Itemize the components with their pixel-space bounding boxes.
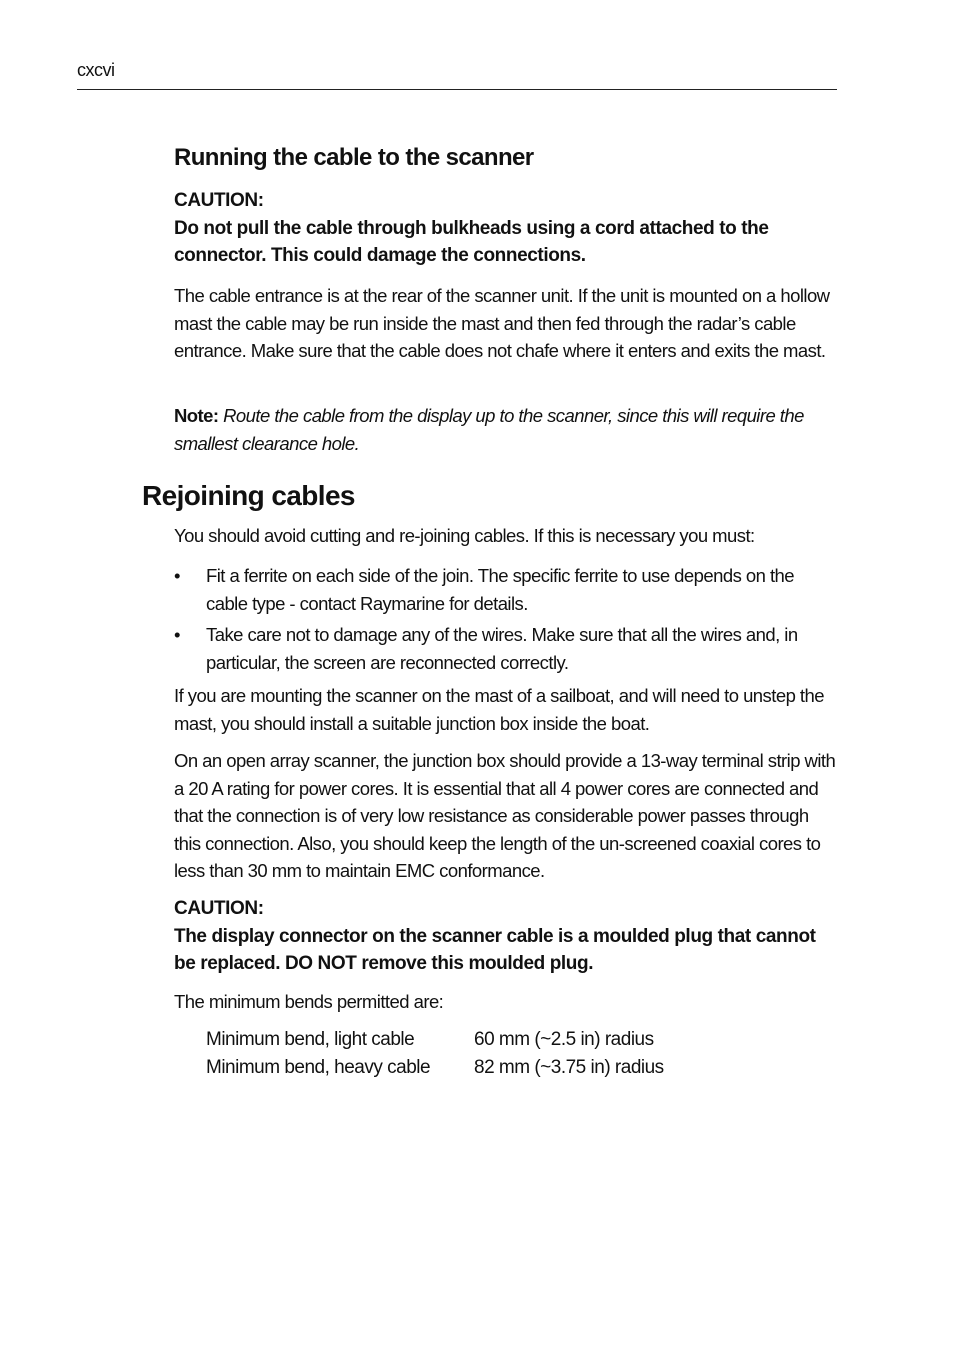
bends-row [206, 1054, 726, 1082]
bullet-icon: • [174, 624, 180, 645]
section-heading-running-cable: Running the cable to the scanner [174, 144, 534, 171]
caution-block-running [174, 187, 838, 270]
paragraph-rejoining-intro: You should avoid cutting and re-joining cables. If this is necessary you must: [174, 525, 755, 546]
bend-label: Minimum bend, light cable [206, 1029, 415, 1050]
note-text: Route the cable from the display up to the scanner, since this will require the smallest clearance hole. [174, 405, 804, 454]
paragraph-cable-entrance: The cable entrance is at the rear of the scanner unit. If the unit is mounted on a hollow mast the cable may be run inside the mast and then fed through the radar’s cable entrance. Make sure that the cable does not chafe where it enters and exits the mast. [174, 285, 830, 361]
list-item-text: Take care not to damage any of the wires. Make sure that all the wires and, in particular, the screen are reconnected correctly. [206, 624, 798, 673]
page-number: cxcvi [77, 60, 115, 80]
bend-value: 60 mm (~2.5 in) radius [474, 1029, 654, 1050]
bend-value: 82 mm (~3.75 in) radius [474, 1057, 664, 1078]
caution-label: CAUTION: [174, 898, 264, 919]
list-item-text: Fit a ferrite on each side of the join. The specific ferrite to use depends on the cable type - contact Raymarine for details. [206, 565, 795, 614]
page-header [77, 58, 837, 90]
section-heading-rejoining-cables: Rejoining cables [142, 480, 355, 511]
bends-table [206, 1026, 726, 1082]
paragraph-bends-intro: The minimum bends permitted are: [174, 991, 444, 1012]
bend-label: Minimum bend, heavy cable [206, 1057, 431, 1078]
paragraph-open-array: On an open array scanner, the junction box should provide a 13-way terminal strip with a 20 A rating for power cores. It is essential that all 4 power cores are connected and that the connection is of very low resistance as considerable power passes through this connection. Also, you should keep the length of the un-screened coaxial cores to less than 30 mm to maintain EMC conformance. [174, 750, 836, 881]
caution-block-connector [174, 895, 838, 978]
list-item [174, 562, 838, 617]
paragraph-sailboat-mast: If you are mounting the scanner on the mast of a sailboat, and will need to unstep the mast, you should install a suitable junction box inside the boat. [174, 685, 824, 734]
caution-text: Do not pull the cable through bulkheads using a cord attached to the connector. This could damage the connections. [174, 217, 769, 266]
caution-label: CAUTION: [174, 190, 264, 211]
caution-text: The display connector on the scanner cable is a moulded plug that cannot be replaced. DO NOT remove this moulded plug. [174, 925, 816, 974]
bullet-icon: • [174, 565, 180, 586]
bends-row [206, 1026, 726, 1054]
list-item [174, 621, 838, 676]
note-block [174, 402, 838, 457]
note-label: Note: [174, 405, 219, 426]
